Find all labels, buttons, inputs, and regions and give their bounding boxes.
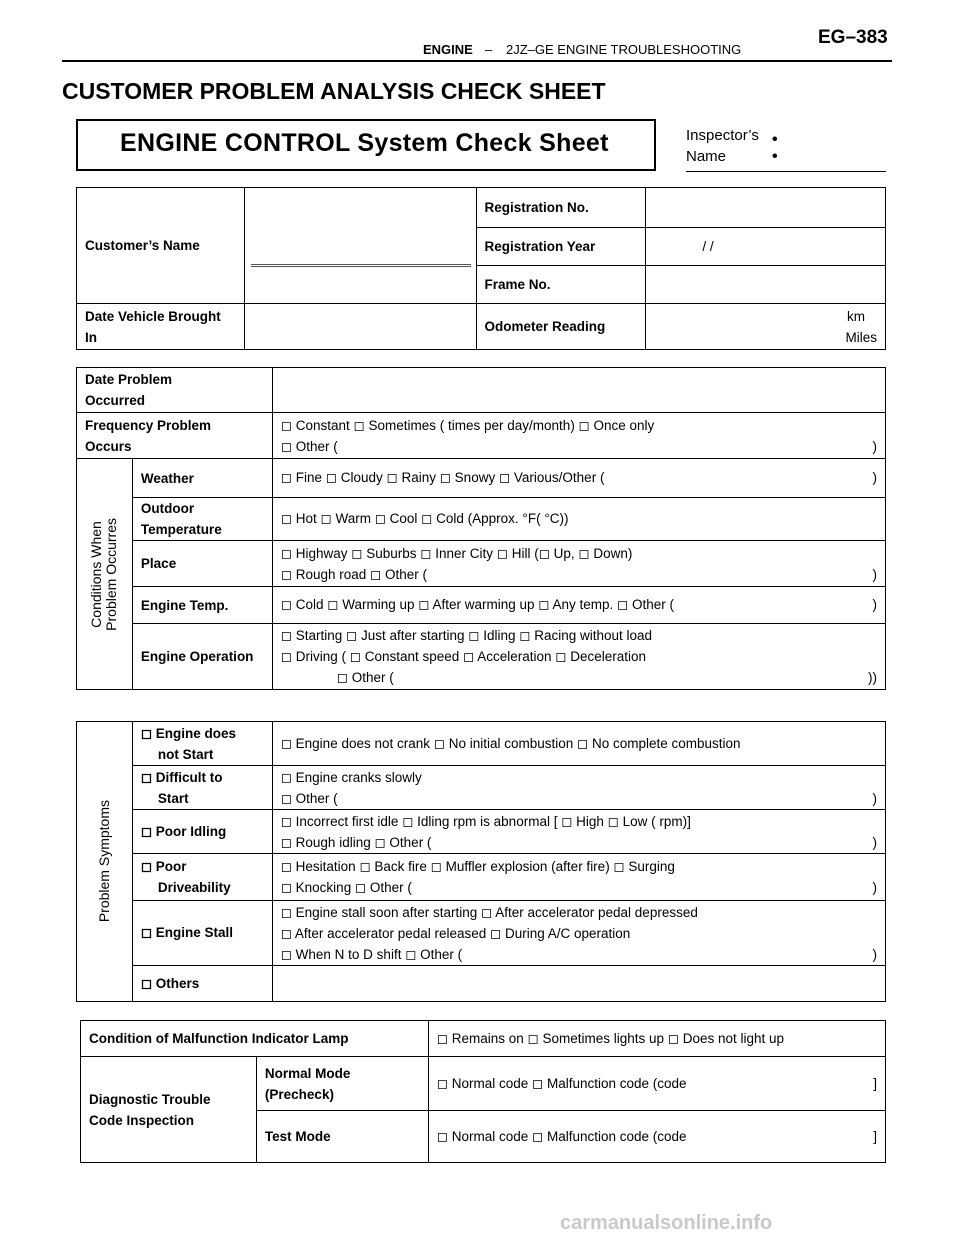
outdoor-line1: Outdoor	[140, 501, 195, 516]
watermark: carmanualsonline.info	[560, 1212, 773, 1234]
test-mode-row	[437, 1129, 877, 1145]
date-occurred-label	[77, 368, 273, 413]
normal-mode-options[interactable]	[428, 1057, 885, 1111]
weather-options-row	[281, 470, 877, 486]
weather-label: Weather	[132, 459, 272, 498]
difficult-options-line2	[281, 788, 877, 809]
engine-stall-options[interactable]	[272, 901, 885, 966]
frequency-line1: Frequency Problem	[85, 417, 212, 433]
normal-mode-row	[437, 1076, 877, 1092]
customers-name-field[interactable]	[244, 188, 476, 304]
km-unit: km	[847, 308, 865, 324]
engine-op-label: Engine Operation	[132, 624, 272, 690]
engine-temp-label: Engine Temp.	[132, 587, 272, 624]
weather-options[interactable]	[272, 459, 885, 498]
symptoms-group-label	[77, 722, 133, 1002]
inspector-dot-1: •	[772, 131, 778, 148]
poor-drive-options[interactable]	[272, 854, 885, 901]
idling-close: )	[872, 834, 877, 850]
poor-drive-label[interactable]	[132, 854, 272, 901]
frequency-options[interactable]	[272, 413, 885, 459]
test-mode-options[interactable]	[428, 1111, 885, 1163]
drive-line1: ◻ Poor	[140, 859, 187, 874]
difficult-line1: ◻ Difficult to	[140, 769, 223, 785]
sheet-title: ENGINE CONTROL System Check Sheet	[120, 129, 609, 157]
registration-no-label: Registration No.	[476, 188, 646, 228]
stall-line1: ◻ Engine stall soon after starting ◻ After accelerator pedal depressed	[280, 904, 698, 920]
inspector-label-1: Inspector’s	[686, 127, 759, 144]
name-divider	[251, 264, 471, 267]
test-mode-text: ◻ Normal code ◻ Malfunction code (code	[436, 1128, 687, 1144]
drive-options-line2	[281, 877, 877, 898]
normal-mode-text: ◻ Normal code ◻ Malfunction code (code	[436, 1075, 687, 1091]
mil-condition-label: Condition of Malfunction Indicator Lamp	[81, 1021, 429, 1057]
frequency-other: ◻ Other (	[280, 438, 338, 454]
engine-op-options[interactable]	[272, 624, 885, 690]
poor-idling-label[interactable]: ◻ Poor Idling	[132, 810, 272, 854]
registration-year-label: Registration Year	[476, 228, 646, 266]
mil-condition-options[interactable]: ◻ Remains on ◻ Sometimes lights up ◻ Does not light up	[428, 1021, 885, 1057]
frame-no-field[interactable]	[646, 266, 886, 304]
page-title: CUSTOMER PROBLEM ANALYSIS CHECK SHEET	[62, 78, 606, 104]
date-brought-label	[77, 304, 245, 350]
odometer-field[interactable]	[646, 304, 886, 350]
conditions-group-line2: Problem Occurres	[103, 517, 120, 631]
dtc-line2: Code Inspection	[89, 1112, 195, 1128]
date-brought-line2: In	[85, 329, 97, 345]
place-close: )	[872, 566, 877, 582]
inspector-dot-2: •	[772, 148, 778, 165]
drive-line2: Driveability	[157, 880, 231, 895]
registration-year-field[interactable]: / /	[646, 228, 886, 266]
date-occurred-field[interactable]	[272, 368, 885, 413]
header-subsection: 2JZ–GE ENGINE TROUBLESHOOTING	[506, 42, 742, 57]
idling-other: ◻ Rough idling ◻ Other (	[280, 834, 432, 850]
header-rule	[62, 60, 892, 62]
test-mode-label: Test Mode	[256, 1111, 428, 1163]
normal-mode-close: ]	[873, 1075, 877, 1091]
stall-line3	[281, 944, 877, 965]
frame-no-label: Frame No.	[476, 266, 646, 304]
header-dash: –	[485, 42, 493, 57]
mil-table	[80, 1020, 886, 1163]
no-start-line1: ◻ Engine does	[140, 725, 237, 741]
miles-unit: Miles	[845, 329, 877, 345]
date-occurred-line2: Occurred	[85, 393, 146, 408]
engine-temp-row	[281, 597, 877, 613]
engine-temp-text: ◻ Cold ◻ Warming up ◻ After warming up ◻ Any temp. ◻ Other (	[280, 597, 674, 612]
engine-stall-label[interactable]: ◻ Engine Stall	[132, 901, 272, 966]
normal-mode-label	[256, 1057, 428, 1111]
difficult-close: )	[872, 790, 877, 806]
date-brought-field[interactable]	[244, 304, 476, 350]
frequency-options-line1: ◻ Constant ◻ Sometimes ( times per day/month) ◻ Once only	[280, 417, 655, 433]
weather-close: )	[872, 470, 877, 485]
symptoms-group-text: Problem Symptoms	[95, 800, 112, 923]
inspector-name-line	[686, 171, 886, 172]
symptoms-table	[76, 721, 886, 1002]
idling-options-line1: ◻ Incorrect first idle ◻ Idling rpm is abnormal [ ◻ High ◻ Low ( rpm)]	[280, 813, 691, 829]
dtc-line1: Diagnostic Trouble	[89, 1091, 211, 1107]
test-mode-close: ]	[873, 1128, 877, 1144]
engine-op-close: ))	[868, 670, 877, 685]
difficult-line2: Start	[157, 790, 189, 806]
conditions-table	[76, 367, 886, 690]
frequency-label	[77, 413, 273, 459]
customer-table	[76, 187, 886, 350]
no-start-options[interactable]: ◻ Engine does not crank ◻ No initial combustion ◻ No complete combustion	[272, 722, 885, 766]
frequency-options-line2	[281, 436, 877, 457]
engine-op-line2: ◻ Driving ( ◻ Constant speed ◻ Acceleration ◻ Deceleration	[280, 649, 647, 664]
engine-op-line3	[281, 667, 877, 688]
date-brought-line1: Date Vehicle Brought	[85, 308, 221, 324]
stall-other: ◻ When N to D shift ◻ Other (	[280, 946, 463, 962]
odometer-label: Odometer Reading	[476, 304, 646, 350]
dtc-label	[81, 1057, 257, 1163]
others-label[interactable]: ◻ Others	[132, 966, 272, 1002]
place-options[interactable]	[272, 541, 885, 587]
weather-options-text: ◻ Fine ◻ Cloudy ◻ Rainy ◻ Snowy ◻ Various/Other (	[280, 470, 605, 485]
stall-close: )	[872, 946, 877, 962]
engine-op-line1: ◻ Starting ◻ Just after starting ◻ Idling ◻ Racing without load	[280, 628, 653, 643]
drive-other: ◻ Knocking ◻ Other (	[280, 880, 412, 895]
normal-mode-line1: Normal Mode	[264, 1065, 351, 1081]
header-section: ENGINE	[423, 42, 473, 57]
poor-idling-options[interactable]	[272, 810, 885, 854]
place-line1: ◻ Highway ◻ Suburbs ◻ Inner City ◻ Hill (◻ Up, ◻ Down)	[280, 545, 633, 561]
normal-mode-line2: (Precheck)	[264, 1086, 334, 1102]
stall-line2: ◻ After accelerator pedal released ◻ During A/C operation	[280, 925, 631, 941]
conditions-group-label	[77, 459, 133, 690]
customers-name-label: Customer’s Name	[77, 188, 245, 304]
frequency-line2: Occurs	[85, 438, 132, 454]
place-label: Place	[132, 541, 272, 587]
inspector-label-2: Name	[686, 148, 727, 165]
date-occurred-line1: Date Problem	[85, 372, 173, 387]
difficult-start-options[interactable]	[272, 766, 885, 810]
drive-options-line1: ◻ Hesitation ◻ Back fire ◻ Muffler explosion (after fire) ◻ Surging	[280, 859, 675, 874]
difficult-other: ◻ Other (	[280, 790, 338, 806]
idling-options-line2	[281, 832, 877, 853]
no-start-label[interactable]	[132, 722, 272, 766]
engine-temp-options[interactable]	[272, 587, 885, 624]
outdoor-options[interactable]: ◻ Hot ◻ Warm ◻ Cool ◻ Cold (Approx. °F( °C))	[272, 498, 885, 541]
difficult-options-line1: ◻ Engine cranks slowly	[280, 769, 422, 785]
difficult-start-label[interactable]	[132, 766, 272, 810]
outdoor-line2: Temperature	[140, 522, 222, 537]
place-other: ◻ Rough road ◻ Other (	[280, 566, 428, 582]
engine-op-other: ◻ Other (	[336, 670, 394, 685]
conditions-group-line1: Conditions When	[88, 520, 105, 628]
outdoor-label	[132, 498, 272, 541]
registration-no-field[interactable]	[646, 188, 886, 228]
others-field[interactable]	[272, 966, 885, 1002]
no-start-line2: not Start	[157, 746, 214, 762]
frequency-close: )	[872, 438, 877, 454]
engine-temp-close: )	[872, 597, 877, 612]
page-number: EG–383	[818, 27, 888, 48]
drive-close: )	[872, 880, 877, 895]
place-line2	[281, 564, 877, 585]
conditions-group-text	[89, 518, 119, 631]
